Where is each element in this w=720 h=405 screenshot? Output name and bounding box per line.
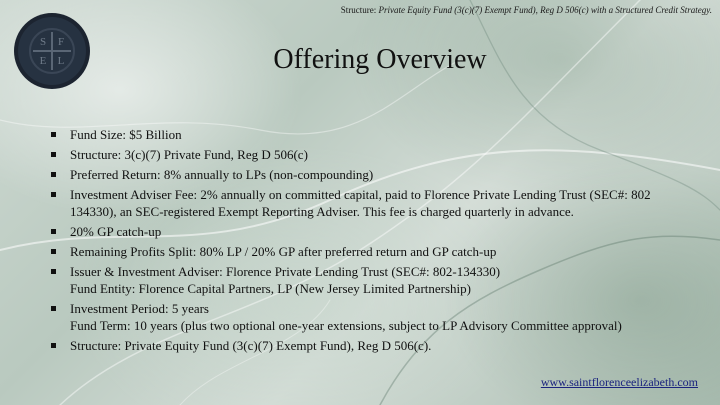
bullet-item: [48, 263, 708, 297]
seal-letter: S: [39, 36, 47, 48]
seal-letter: F: [57, 36, 65, 48]
slide-title: Offering Overview: [273, 44, 487, 75]
bullet-line: Investment Adviser Fee: 2% annually on committed capital, paid to Florence Private Lending Trust (SEC#: 802: [70, 187, 651, 202]
strategy-subtitle: Structure: Private Equity Fund (3(c)(7) Exempt Fund), Reg D 506(c) with a Structured Credit Strategy.: [340, 5, 712, 15]
bullet-line: Issuer & Investment Adviser: Florence Private Lending Trust (SEC#: 802-134330): [70, 264, 501, 279]
bullet-item: [48, 300, 708, 334]
website-link[interactable]: www.saintflorenceelizabeth.com: [540, 375, 698, 389]
bullet-item: [48, 243, 708, 260]
bullet-line: 134330), an SEC-registered Exempt Reporting Adviser. This fee is charged quarterly in advance.: [70, 204, 574, 219]
bullet-line: Remaining Profits Split: 80% LP / 20% GP after preferred return and GP catch-up: [70, 244, 497, 259]
bullet-item: [48, 166, 708, 183]
bullet-line: Preferred Return: 8% annually to LPs (non-compounding): [70, 167, 374, 182]
bullet-line: Structure: Private Equity Fund (3(c)(7) Exempt Fund), Reg D 506(c).: [70, 338, 432, 353]
bullet-line: 20% GP catch-up: [70, 224, 162, 239]
offering-bullet-list: [48, 126, 708, 357]
bullet-item: [48, 146, 708, 163]
bullet-line: Fund Size: $5 Billion: [70, 127, 182, 142]
bullet-line: Fund Term: 10 years (plus two optional one-year extensions, subject to LP Advisory Committee approval): [70, 318, 622, 333]
bullet-line: Investment Period: 5 years: [70, 301, 209, 316]
bullet-item: [48, 337, 708, 354]
bullet-line: Fund Entity: Florence Capital Partners, LP (New Jersey Limited Partnership): [70, 281, 471, 296]
bullet-item: [48, 223, 708, 240]
seal-letter: L: [57, 55, 65, 67]
seal-letter: E: [39, 55, 47, 67]
bullet-item: [48, 126, 708, 143]
bullet-item: [48, 186, 708, 220]
bullet-line: Structure: 3(c)(7) Private Fund, Reg D 506(c): [70, 147, 308, 162]
